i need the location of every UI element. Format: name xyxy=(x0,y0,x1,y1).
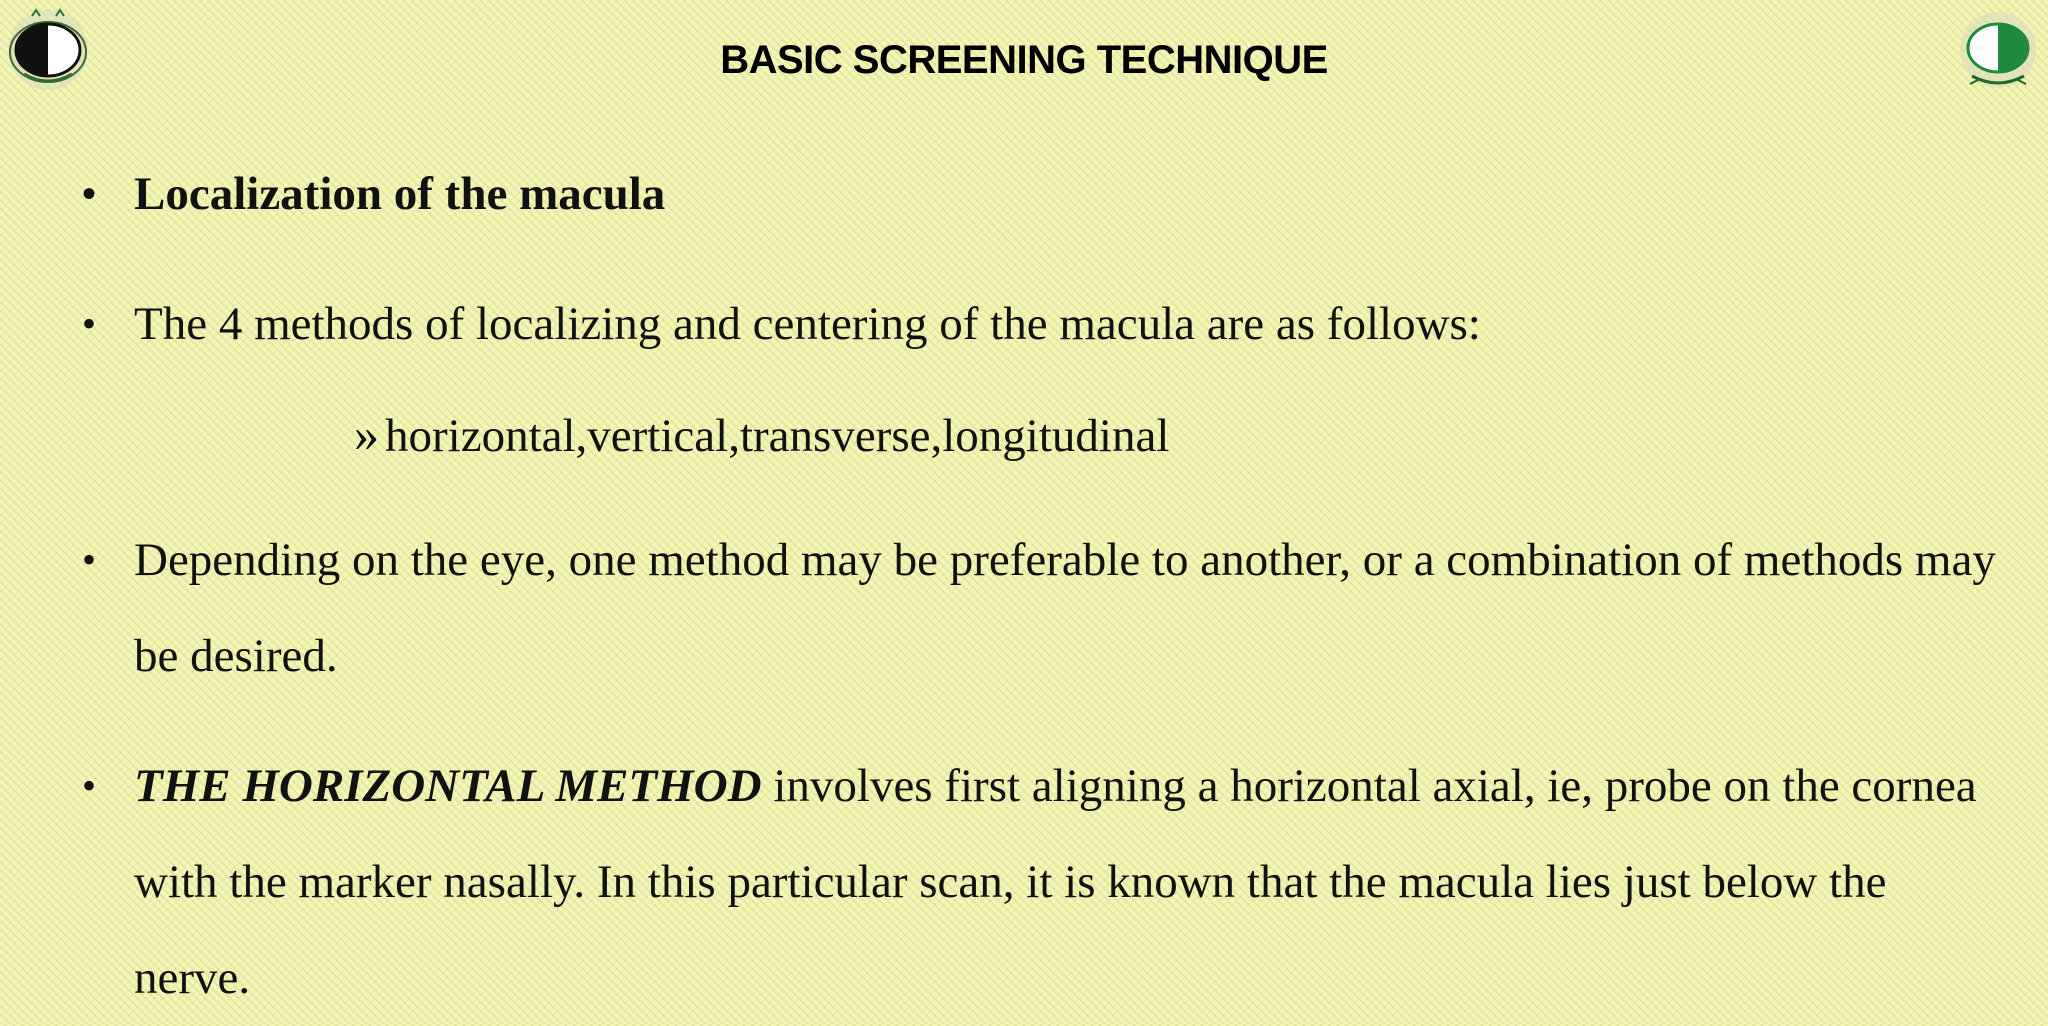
sub-bullet-text: horizontal,vertical,transverse,longitudinal xyxy=(385,410,1170,462)
bullet-depending xyxy=(82,512,2002,704)
sub-bullet-methods-list xyxy=(354,398,1169,472)
bullet-marker: • xyxy=(82,171,97,216)
bullet-horizontal-method xyxy=(82,738,2002,1026)
slide-title: BASIC SCREENING TECHNIQUE xyxy=(720,38,1328,82)
bullet-text xyxy=(134,738,2002,1026)
bullet-marker: • xyxy=(82,537,97,582)
green-emblem-icon xyxy=(1952,10,2044,98)
sub-bullet-marker: » xyxy=(354,406,379,462)
bullet-marker: • xyxy=(82,301,97,346)
bullet-localization xyxy=(82,146,2002,242)
bullet-text: The 4 methods of localizing and centering of the macula are as follows: xyxy=(134,298,1481,350)
bullet-methods-intro xyxy=(82,276,2002,372)
bullet-text: Localization of the macula xyxy=(134,168,666,220)
bullet-text: Depending on the eye, one method may be preferable to another, or a combination of methods may be desired. xyxy=(134,534,1996,682)
bullet-marker: • xyxy=(82,763,97,808)
method-name: THE HORIZONTAL METHOD xyxy=(134,760,762,812)
method-description: involves first aligning a horizontal axial, ie, probe on the cornea with the marker nasally. In this particular scan, it is known that the macula lies just below the nerve. xyxy=(134,760,1977,1004)
